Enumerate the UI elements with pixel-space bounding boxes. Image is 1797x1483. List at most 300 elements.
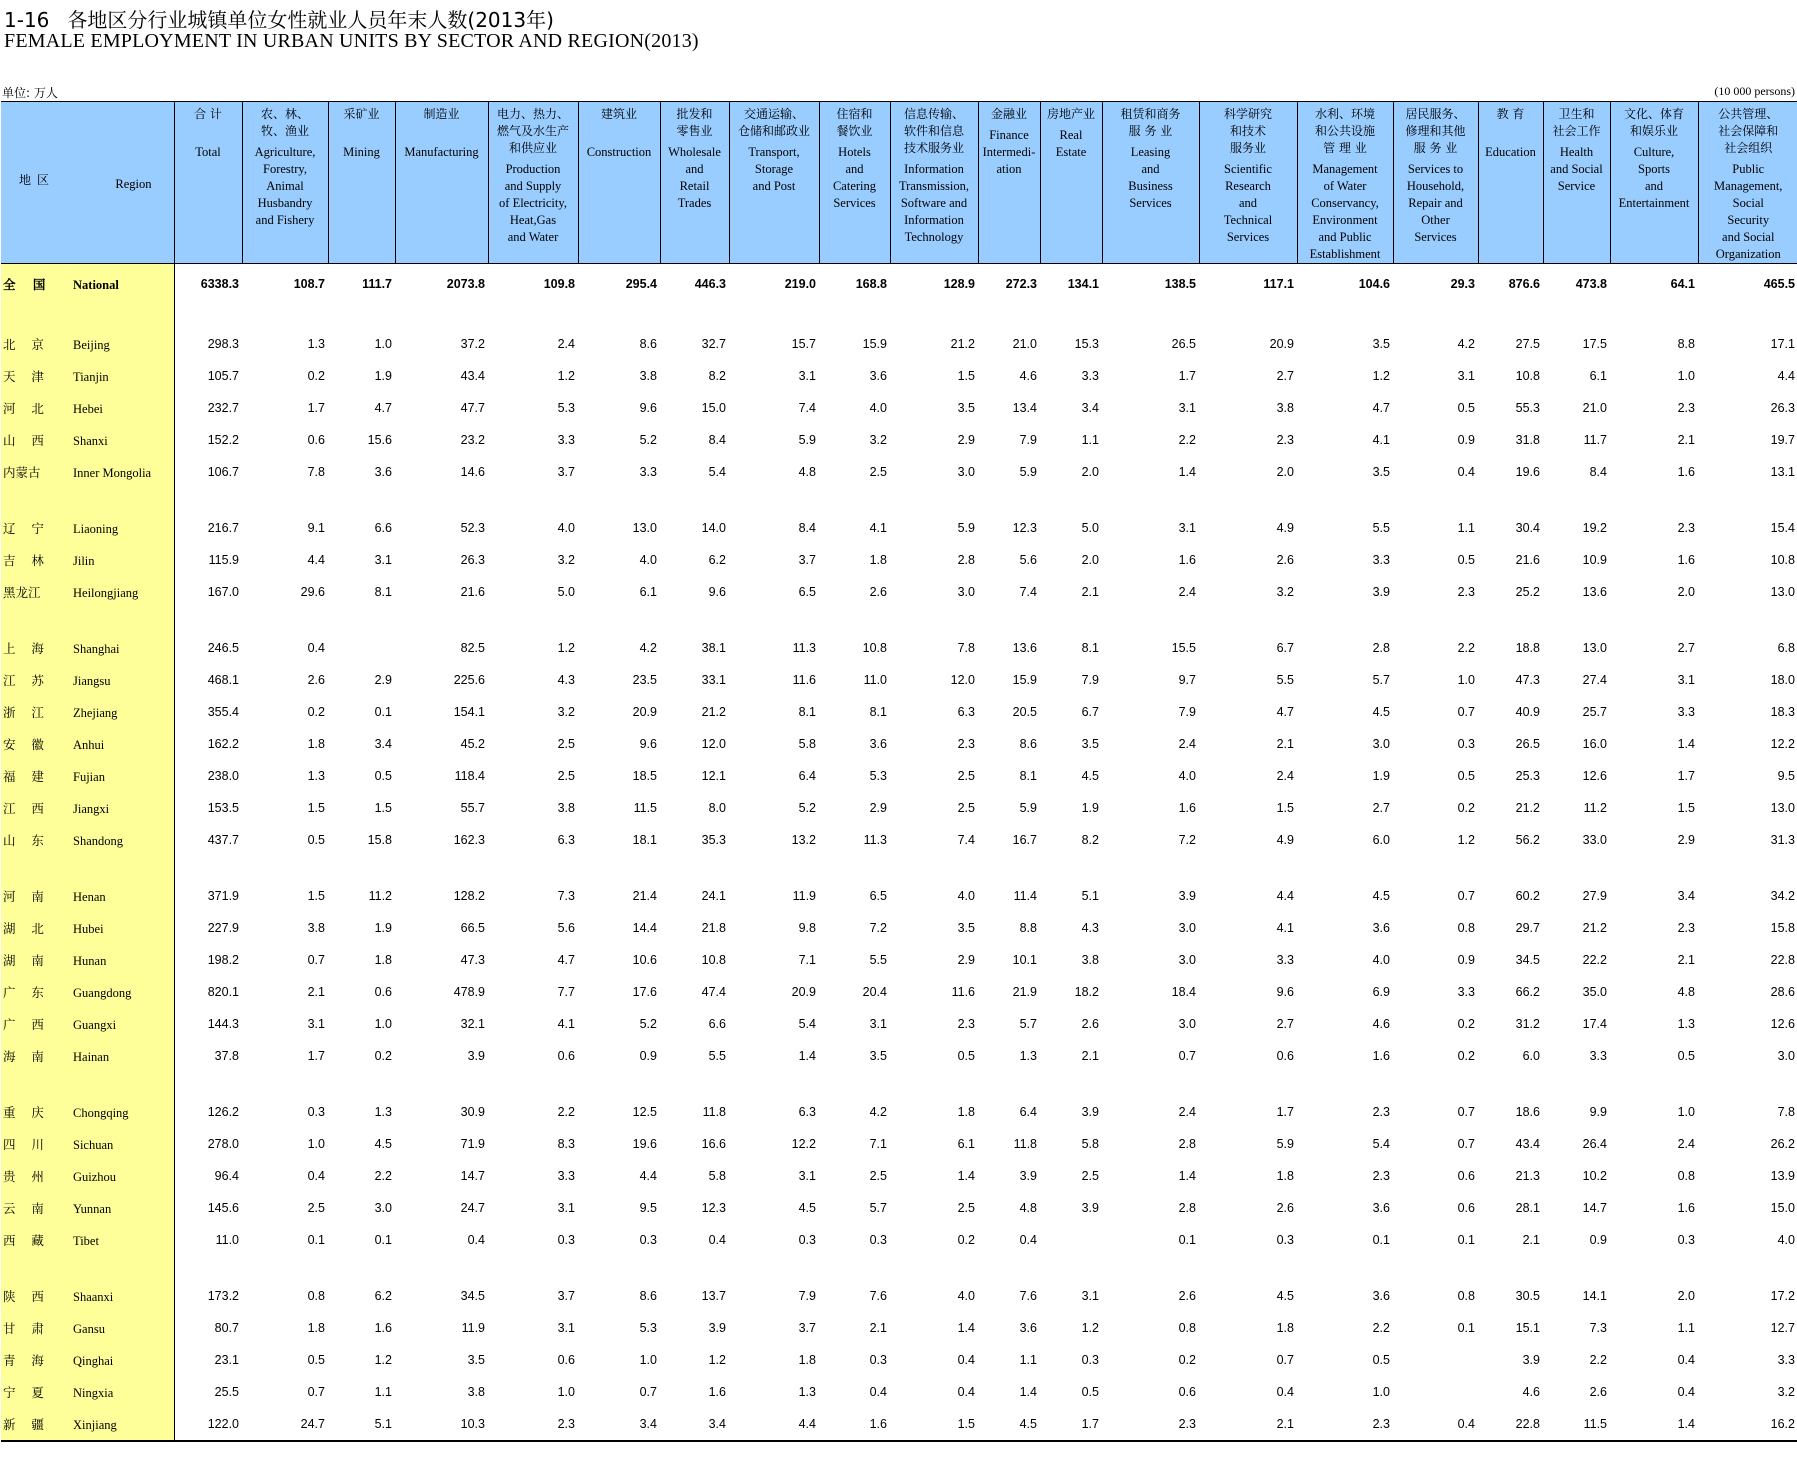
- value-cell: 2.6: [1178, 1289, 1196, 1303]
- value-cell: 2.3: [957, 1017, 975, 1031]
- empty-cell: [1199, 1072, 1297, 1096]
- value-cell: 122.0: [174, 1408, 242, 1441]
- empty-cell: [890, 608, 978, 632]
- value-cell: 7.7: [557, 985, 575, 999]
- value-cell: 1.8: [798, 1353, 816, 1367]
- table-row: [1, 944, 1797, 976]
- value-cell: 6.3: [557, 833, 575, 847]
- value-cell: 2.4: [1178, 1105, 1196, 1119]
- column-header: [1610, 102, 1698, 264]
- empty-cell: [488, 1256, 578, 1280]
- value-cell: 10.1: [1012, 953, 1037, 967]
- region-name-cn: 天 津: [3, 369, 44, 384]
- value-cell: 32.7: [701, 337, 726, 351]
- value-cell: 11.3: [792, 641, 816, 655]
- value-cell: 6.1: [1589, 369, 1607, 383]
- value-cell: 2.5: [957, 1201, 975, 1215]
- empty-cell: [819, 856, 890, 880]
- empty-cell: [174, 488, 242, 512]
- value-cell: 1.2: [557, 641, 575, 655]
- empty-cell: [819, 608, 890, 632]
- value-cell: 55.3: [1515, 401, 1540, 415]
- value-cell: 3.4: [578, 1408, 660, 1441]
- spacer-row: [1, 1072, 1797, 1096]
- value-cell: 15.9: [1012, 673, 1037, 687]
- value-cell: 468.1: [207, 673, 239, 687]
- value-cell: 33.0: [1582, 833, 1607, 847]
- value-cell: 1.0: [1372, 1385, 1390, 1399]
- column-header-en: Transport, Storage and Post: [748, 145, 800, 193]
- region-name-en: Hainan: [73, 1050, 110, 1064]
- empty-cell: [1610, 856, 1698, 880]
- empty-cell: [890, 488, 978, 512]
- empty-cell: [1199, 1256, 1297, 1280]
- value-cell: 7.1: [798, 953, 816, 967]
- value-cell: 3.5: [1372, 465, 1390, 479]
- empty-cell: [1297, 1256, 1393, 1280]
- region-name-en: Heilongjiang: [73, 586, 139, 600]
- value-cell: 13.7: [701, 1289, 726, 1303]
- value-cell: 2.1: [1199, 1408, 1297, 1441]
- empty-cell: [1393, 856, 1478, 880]
- region-header-en: Region: [115, 177, 152, 191]
- value-cell: 5.0: [1081, 521, 1099, 535]
- region-cell: [1, 1072, 174, 1096]
- value-cell: 6.9: [1372, 985, 1390, 999]
- value-cell: 12.2: [1770, 737, 1795, 751]
- value-cell: 4.5: [978, 1408, 1040, 1441]
- value-cell: 153.5: [207, 801, 239, 815]
- region-cell: [1, 1376, 174, 1408]
- region-name-en: Shandong: [73, 834, 123, 848]
- value-cell: 2.9: [374, 673, 392, 687]
- value-cell: 3.9: [1522, 1353, 1540, 1367]
- table-row: [1, 664, 1797, 696]
- value-cell: 3.3: [1372, 553, 1390, 567]
- column-header-en: Agriculture, Forestry, Animal Husbandry and Fishery: [254, 145, 316, 227]
- region-name-en: Shaanxi: [73, 1290, 114, 1304]
- value-cell: 16.7: [1012, 833, 1037, 847]
- value-cell: 4.9: [1276, 833, 1294, 847]
- value-cell: 2.8: [1178, 1137, 1196, 1151]
- value-cell: 0.9: [639, 1049, 657, 1063]
- value-cell: 25.7: [1582, 705, 1607, 719]
- table-row: [1, 544, 1797, 576]
- region-cell: [1, 664, 174, 696]
- spacer-row: [1, 1256, 1797, 1280]
- empty-cell: [660, 1072, 729, 1096]
- value-cell: 40.9: [1515, 705, 1540, 719]
- value-cell: 16.2: [1698, 1408, 1797, 1441]
- empty-cell: [978, 1072, 1040, 1096]
- value-cell: 465.5: [1763, 277, 1795, 291]
- value-cell: 10.9: [1582, 553, 1607, 567]
- value-cell: 11.0: [215, 1233, 239, 1247]
- value-cell: 19.7: [1770, 433, 1795, 447]
- value-cell: 0.9: [1457, 953, 1475, 967]
- value-cell: 3.0: [1178, 1017, 1196, 1031]
- region-name-cn: 北 京: [3, 337, 44, 352]
- value-cell: 2.9: [869, 801, 887, 815]
- value-cell: 5.5: [708, 1049, 726, 1063]
- column-header-en: Health and Social Service: [1550, 145, 1603, 193]
- value-cell: 2.4: [557, 337, 575, 351]
- empty-cell: [1393, 304, 1478, 328]
- value-cell: 3.0: [957, 465, 975, 479]
- empty-cell: [1698, 1072, 1797, 1096]
- value-cell: 7.8: [1777, 1105, 1795, 1119]
- region-cell: [1, 424, 174, 456]
- value-cell: 13.2: [791, 833, 816, 847]
- value-cell: 9.8: [798, 921, 816, 935]
- value-cell: 32.1: [460, 1017, 485, 1031]
- region-cell: [1, 264, 174, 305]
- region-name-cn: 云 南: [3, 1201, 44, 1216]
- region-cell: [1, 1008, 174, 1040]
- empty-cell: [1543, 1256, 1610, 1280]
- empty-cell: [395, 1072, 488, 1096]
- empty-cell: [1478, 1072, 1543, 1096]
- column-header-en: Scientific Research and Technical Services: [1223, 162, 1273, 244]
- empty-cell: [1040, 1256, 1102, 1280]
- value-cell: 3.9: [1178, 889, 1196, 903]
- value-cell: 4.0: [957, 1289, 975, 1303]
- column-header: [1102, 102, 1199, 264]
- value-cell: 21.2: [950, 337, 975, 351]
- value-cell: 0.3: [1677, 1233, 1695, 1247]
- value-cell: 0.5: [1457, 769, 1475, 783]
- value-cell: 5.4: [1372, 1137, 1390, 1151]
- column-header-cn: 合 计: [194, 107, 222, 121]
- value-cell: 3.3: [1457, 985, 1475, 999]
- empty-cell: [1543, 304, 1610, 328]
- value-cell: 1.2: [1372, 369, 1390, 383]
- region-name-en: Fujian: [73, 770, 105, 784]
- value-cell: 1.8: [307, 1321, 325, 1335]
- value-cell: 11.0: [863, 673, 887, 687]
- value-cell: 9.6: [1276, 985, 1294, 999]
- empty-cell: [978, 304, 1040, 328]
- region-name-cn: 西 藏: [3, 1233, 44, 1248]
- value-cell: 9.6: [708, 585, 726, 599]
- value-cell: 23.5: [632, 673, 657, 687]
- column-header-en: Wholesale and Retail Trades: [668, 145, 721, 210]
- value-cell: 0.4: [869, 1385, 887, 1399]
- empty-cell: [1478, 488, 1543, 512]
- region-cell: [1, 728, 174, 760]
- value-cell: 8.1: [869, 705, 887, 719]
- spacer-row: [1, 608, 1797, 632]
- empty-cell: [1543, 856, 1610, 880]
- value-cell: 3.7: [557, 1289, 575, 1303]
- value-cell: 5.7: [1372, 673, 1390, 687]
- value-cell: 7.8: [957, 641, 975, 655]
- region-name-en: Hebei: [73, 402, 103, 416]
- column-header-cn: 信息传输、 软件和信息 技术服务业: [903, 107, 964, 155]
- value-cell: 2.7: [1276, 369, 1294, 383]
- value-cell: 2.3: [1457, 585, 1475, 599]
- empty-cell: [1102, 1256, 1199, 1280]
- region-name-cn: 陕 西: [3, 1289, 44, 1304]
- value-cell: 13.0: [632, 521, 657, 535]
- value-cell: 2.1: [1522, 1233, 1540, 1247]
- value-cell: 29.3: [1450, 277, 1475, 291]
- empty-cell: [660, 1256, 729, 1280]
- value-cell: 2.6: [307, 673, 325, 687]
- value-cell: 6.6: [708, 1017, 726, 1031]
- region-cell: [1, 1256, 174, 1280]
- column-header-cn: 制造业: [423, 107, 460, 121]
- empty-cell: [174, 1256, 242, 1280]
- column-header-en: Real Estate: [1055, 128, 1087, 159]
- value-cell: 3.0: [1178, 953, 1196, 967]
- value-cell: 0.4: [1393, 1408, 1478, 1441]
- value-cell: 6.7: [1276, 641, 1294, 655]
- value-cell: 18.3: [1770, 705, 1795, 719]
- region-cell: [1, 576, 174, 608]
- value-cell: 1.2: [374, 1353, 392, 1367]
- value-cell: 1.5: [1677, 801, 1695, 815]
- value-cell: 3.2: [557, 553, 575, 567]
- region-name-cn: 浙 江: [3, 705, 44, 720]
- empty-cell: [328, 856, 395, 880]
- value-cell: 47.4: [701, 985, 726, 999]
- value-cell: 3.1: [307, 1017, 325, 1031]
- value-cell: 3.1: [869, 1017, 887, 1031]
- value-cell: 0.7: [307, 1385, 325, 1399]
- table-row: [1, 728, 1797, 760]
- empty-cell: [242, 1256, 328, 1280]
- value-cell: 3.5: [869, 1049, 887, 1063]
- value-cell: 12.3: [701, 1201, 726, 1215]
- value-cell: 4.3: [1081, 921, 1099, 935]
- value-cell: 7.2: [1178, 833, 1196, 847]
- region-name-en: Hunan: [73, 954, 107, 968]
- region-name-cn: 湖 北: [3, 921, 44, 936]
- value-cell: 10.8: [1770, 553, 1795, 567]
- empty-cell: [1543, 488, 1610, 512]
- value-cell: 0.5: [307, 1353, 325, 1367]
- value-cell: 1.0: [557, 1385, 575, 1399]
- value-cell: 17.6: [632, 985, 657, 999]
- value-cell: 4.0: [957, 889, 975, 903]
- column-header: [174, 102, 242, 264]
- value-cell: 0.7: [1457, 705, 1475, 719]
- value-cell: 1.2: [708, 1353, 726, 1367]
- value-cell: 6.3: [798, 1105, 816, 1119]
- value-cell: 6.0: [1522, 1049, 1540, 1063]
- value-cell: 18.4: [1171, 985, 1196, 999]
- region-name-en: Guangdong: [73, 986, 132, 1000]
- empty-cell: [729, 1072, 819, 1096]
- empty-cell: [1478, 1256, 1543, 1280]
- empty-cell: [1040, 608, 1102, 632]
- value-cell: 3.5: [467, 1353, 485, 1367]
- region-cell: [1, 360, 174, 392]
- value-cell: 9.6: [639, 401, 657, 415]
- value-cell: 6.2: [374, 1289, 392, 1303]
- column-header-en: Total: [195, 145, 221, 159]
- value-cell: 17.4: [1582, 1017, 1607, 1031]
- value-cell: 2.5: [557, 737, 575, 751]
- empty-cell: [1698, 304, 1797, 328]
- value-cell: 0.6: [374, 985, 392, 999]
- value-cell: 9.6: [639, 737, 657, 751]
- value-cell: 0.1: [374, 705, 392, 719]
- value-cell: 52.3: [460, 521, 485, 535]
- region-cell: [1, 944, 174, 976]
- empty-cell: [1393, 1072, 1478, 1096]
- column-header-en: Leasing and Business Services: [1128, 145, 1173, 210]
- region-name-cn: 江 西: [3, 801, 44, 816]
- empty-cell: [1199, 488, 1297, 512]
- value-cell: 30.5: [1515, 1289, 1540, 1303]
- value-cell: 227.9: [207, 921, 239, 935]
- column-header: [1698, 102, 1797, 264]
- value-cell: 24.7: [242, 1408, 328, 1441]
- value-cell: 5.8: [708, 1169, 726, 1183]
- table-row: [1, 632, 1797, 664]
- empty-cell: [242, 608, 328, 632]
- region-name-en: Yunnan: [73, 1202, 112, 1216]
- value-cell: 4.2: [1457, 337, 1475, 351]
- value-cell: 3.3: [639, 465, 657, 479]
- region-name-en: National: [73, 278, 119, 292]
- value-cell: 0.8: [1677, 1169, 1695, 1183]
- value-cell: 0.4: [1677, 1353, 1695, 1367]
- value-cell: 4.7: [1276, 705, 1294, 719]
- region-name-cn: 湖 南: [3, 953, 44, 968]
- spacer-row: [1, 488, 1797, 512]
- value-cell: 18.6: [1515, 1105, 1540, 1119]
- value-cell: 4.1: [557, 1017, 575, 1031]
- value-cell: 11.7: [1583, 433, 1607, 447]
- value-cell: 3.6: [869, 369, 887, 383]
- column-header: [729, 102, 819, 264]
- value-cell: 12.3: [1012, 521, 1037, 535]
- empty-cell: [890, 304, 978, 328]
- value-cell: 3.2: [869, 433, 887, 447]
- value-cell: 6.2: [708, 553, 726, 567]
- region-name-cn: 辽 宁: [3, 521, 44, 536]
- value-cell: [1393, 1344, 1478, 1376]
- value-cell: 8.1: [798, 705, 816, 719]
- value-cell: 11.6: [951, 985, 975, 999]
- value-cell: 3.3: [557, 433, 575, 447]
- value-cell: 0.6: [307, 433, 325, 447]
- value-cell: 8.6: [639, 1289, 657, 1303]
- value-cell: 5.3: [557, 401, 575, 415]
- value-cell: 8.2: [1081, 833, 1099, 847]
- region-name-en: Henan: [73, 890, 106, 904]
- value-cell: 105.7: [207, 369, 239, 383]
- value-cell: 1.0: [374, 337, 392, 351]
- value-cell: 31.3: [1770, 833, 1795, 847]
- empty-cell: [578, 488, 660, 512]
- region-name-en: Guizhou: [73, 1170, 117, 1184]
- value-cell: 7.6: [869, 1289, 887, 1303]
- value-cell: 3.0: [957, 585, 975, 599]
- value-cell: 1.6: [1372, 1049, 1390, 1063]
- value-cell: 1.6: [374, 1321, 392, 1335]
- value-cell: 0.9: [1589, 1233, 1607, 1247]
- value-cell: 5.7: [1019, 1017, 1037, 1031]
- value-cell: 47.3: [460, 953, 485, 967]
- column-header-en: Manufacturing: [404, 145, 479, 159]
- value-cell: 0.6: [557, 1353, 575, 1367]
- value-cell: 4.5: [1081, 769, 1099, 783]
- value-cell: 238.0: [207, 769, 239, 783]
- empty-cell: [1102, 608, 1199, 632]
- value-cell: 21.4: [632, 889, 657, 903]
- empty-cell: [1102, 856, 1199, 880]
- value-cell: 2.3: [1372, 1169, 1390, 1183]
- value-cell: 7.2: [869, 921, 887, 935]
- value-cell: 3.1: [1081, 1289, 1099, 1303]
- value-cell: 10.8: [701, 953, 726, 967]
- value-cell: 0.2: [307, 369, 325, 383]
- value-cell: 7.6: [1019, 1289, 1037, 1303]
- empty-cell: [1478, 304, 1543, 328]
- value-cell: 82.5: [460, 641, 485, 655]
- value-cell: 3.0: [1178, 921, 1196, 935]
- column-header-cn: 公共管理、 社会保障和 社会组织: [1718, 107, 1779, 155]
- column-header-cn: 文化、体育 和娱乐业: [1623, 107, 1684, 138]
- value-cell: 138.5: [1164, 277, 1196, 291]
- column-header-cn: 卫生和 社会工作: [1552, 107, 1601, 138]
- value-cell: 3.3: [1276, 953, 1294, 967]
- value-cell: 168.8: [855, 277, 887, 291]
- table-row: [1, 328, 1797, 360]
- value-cell: 0.6: [1457, 1169, 1475, 1183]
- table-row: [1, 760, 1797, 792]
- empty-cell: [1102, 304, 1199, 328]
- value-cell: 5.9: [798, 433, 816, 447]
- empty-cell: [1698, 856, 1797, 880]
- value-cell: 15.5: [1171, 641, 1196, 655]
- value-cell: 6338.3: [200, 277, 239, 291]
- table-title-cn: [4, 4, 554, 33]
- value-cell: 3.1: [557, 1201, 575, 1215]
- value-cell: 0.8: [1457, 1289, 1475, 1303]
- value-cell: 0.6: [557, 1049, 575, 1063]
- table-row: [1, 696, 1797, 728]
- table-row: [1, 1376, 1797, 1408]
- value-cell: 4.7: [557, 953, 575, 967]
- region-name-en: Liaoning: [73, 522, 119, 536]
- value-cell: 1.1: [1019, 1353, 1037, 1367]
- empty-cell: [1610, 1256, 1698, 1280]
- region-name-en: Ningxia: [73, 1386, 114, 1400]
- value-cell: 1.4: [1019, 1385, 1037, 1399]
- value-cell: 11.5: [1543, 1408, 1610, 1441]
- value-cell: 3.9: [1081, 1105, 1099, 1119]
- empty-cell: [395, 608, 488, 632]
- table-row: [1, 1312, 1797, 1344]
- column-header-cn: 建筑业: [600, 107, 637, 121]
- value-cell: 64.1: [1670, 277, 1695, 291]
- region-cell: [1, 488, 174, 512]
- value-cell: 0.3: [1081, 1353, 1099, 1367]
- value-cell: 1.3: [307, 337, 325, 351]
- value-cell: 144.3: [207, 1017, 239, 1031]
- value-cell: 55.7: [460, 801, 485, 815]
- value-cell: 4.0: [1372, 953, 1390, 967]
- value-cell: 5.9: [1019, 801, 1037, 815]
- region-cell: [1, 608, 174, 632]
- value-cell: 0.3: [798, 1233, 816, 1247]
- value-cell: 0.3: [869, 1353, 887, 1367]
